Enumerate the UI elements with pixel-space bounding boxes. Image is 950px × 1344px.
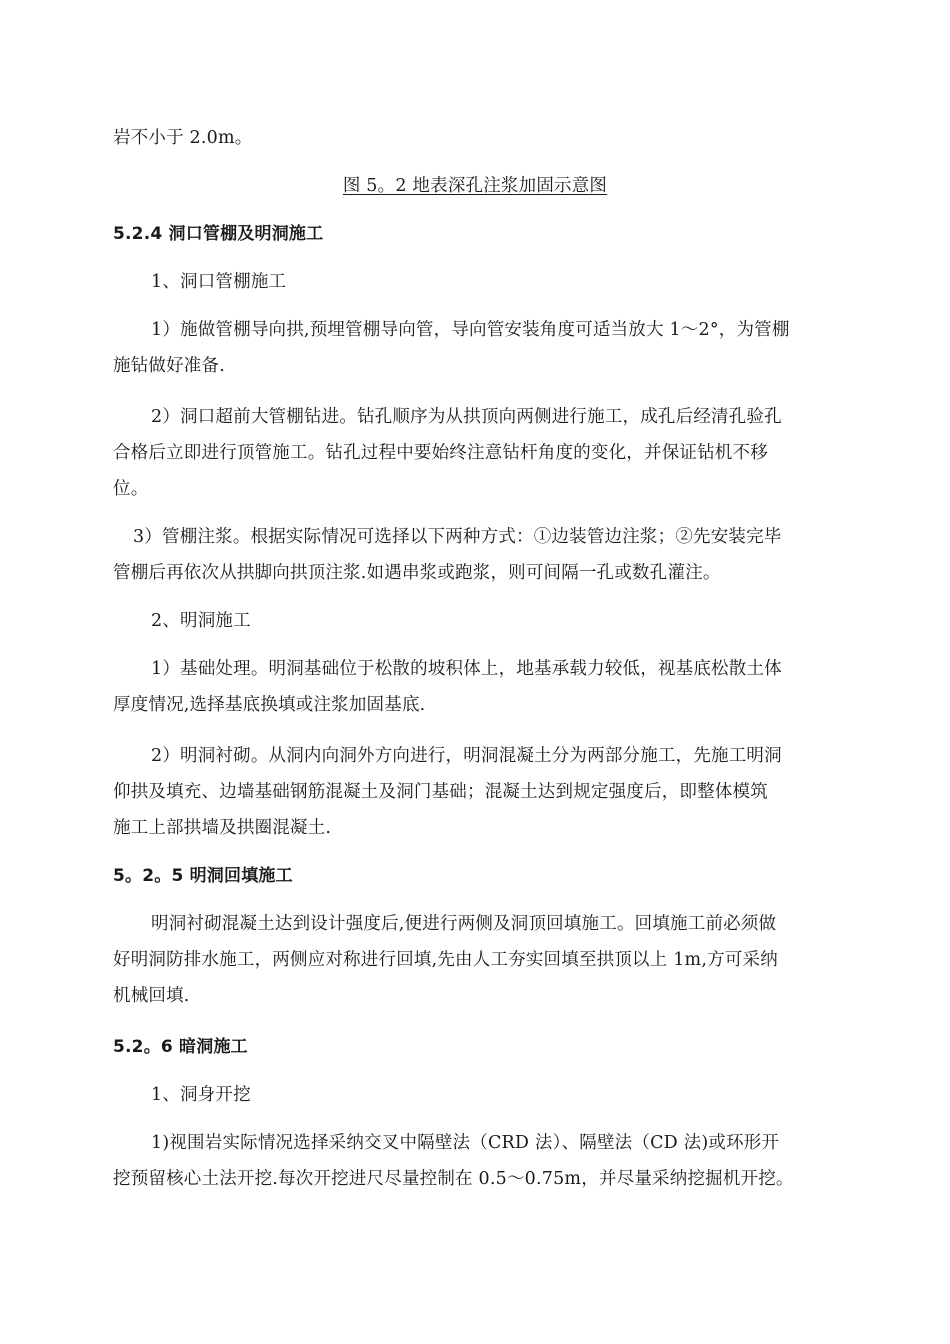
- text-line: 好明洞防排水施工，两侧应对称进行回填,先由人工夯实回填至拱顶以上 1m,方可采纳: [113, 950, 778, 970]
- text-line: 岩不小于 2.0m。: [113, 128, 253, 148]
- subsection-title: 2、明洞施工: [151, 611, 251, 631]
- text-line: 3）管棚注浆。根据实际情况可选择以下两种方式：①边装管边注浆；②先安装完毕: [133, 527, 782, 547]
- text-line: 明洞衬砌混凝土达到设计强度后,便进行两侧及洞顶回填施工。回填施工前必须做: [151, 914, 777, 934]
- section-heading-5-2-5: 5。2。5 明洞回填施工: [113, 866, 293, 886]
- text-line: 管棚后再依次从拱脚向拱顶注浆.如遇串浆或跑浆，则可间隔一孔或数孔灌注。: [113, 563, 721, 583]
- text-line: 挖预留核心土法开挖.每次开挖进尺尽量控制在 0.5～0.75m，并尽量采纳挖掘机开挖。: [113, 1169, 794, 1189]
- section-heading-5-2-4: 5.2.4 洞口管棚及明洞施工: [113, 224, 324, 244]
- text-line: 厚度情况,选择基底换填或注浆加固基底.: [113, 695, 426, 715]
- text-line: 1）施做管棚导向拱,预埋管棚导向管，导向管安装角度可适当放大 1～2°，为管棚: [151, 320, 790, 340]
- text-line: 合格后立即进行顶管施工。钻孔过程中要始终注意钻杆角度的变化，并保证钻机不移: [113, 443, 768, 463]
- text-line: 机械回填.: [113, 986, 190, 1006]
- text-line: 2）明洞衬砌。从洞内向洞外方向进行，明洞混凝土分为两部分施工，先施工明洞: [151, 746, 782, 766]
- subsection-title: 1、洞身开挖: [151, 1085, 251, 1105]
- text-line: 1）基础处理。明洞基础位于松散的坡积体上，地基承载力较低，视基底松散土体: [151, 659, 782, 679]
- subsection-title: 1、洞口管棚施工: [151, 272, 287, 292]
- text-line: 仰拱及填充、边墙基础钢筋混凝土及洞门基础；混凝土达到规定强度后，即整体模筑: [113, 782, 768, 802]
- section-heading-5-2-6: 5.2。6 暗洞施工: [113, 1037, 248, 1057]
- text-line: 施工上部拱墙及拱圈混凝土.: [113, 818, 332, 838]
- figure-caption: 图 5。2 地表深孔注浆加固示意图: [342, 176, 608, 196]
- text-line: 施钻做好准备.: [113, 356, 225, 376]
- text-line: 位。: [113, 479, 149, 499]
- text-line: 2）洞口超前大管棚钻进。钻孔顺序为从拱顶向两侧进行施工，成孔后经清孔验孔: [151, 407, 782, 427]
- text-line: 1)视围岩实际情况选择采纳交叉中隔壁法（CRD 法）、隔壁法（CD 法)或环形开: [151, 1133, 780, 1153]
